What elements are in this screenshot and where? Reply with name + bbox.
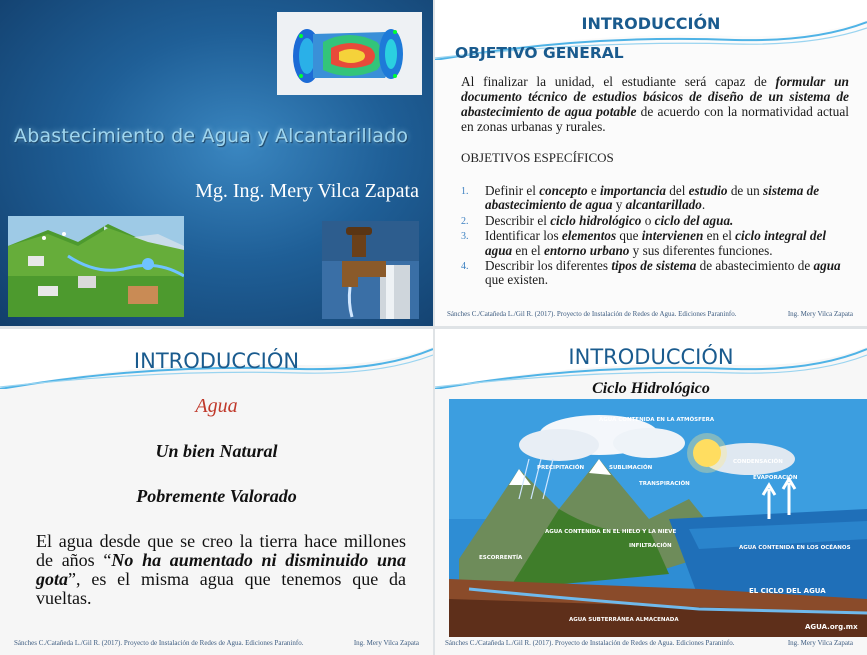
label-atmosphere: AGUA CONTENIDA EN LA ATMÓSFERA [599,417,715,423]
footer-author: Ing. Mery Vilca Zapata [787,310,853,318]
slide-heading: INTRODUCCIÓN [568,345,734,369]
label-runoff: ESCORRENTÍA [479,555,523,561]
slide-heading: INTRODUCCIÓN [581,14,721,33]
cycle-subheading: Ciclo Hidrológico [592,380,710,397]
label-precipitation: PRECIPITACIÓN [537,465,585,471]
list-item: 1. Definir el concepto e importancia del estudio de un sistema de abastecimiento de agua y alcantarillado. [461,183,820,213]
label-condensation: CONDENSACIÓN [733,459,783,465]
list-item: 3. Identificar los elementos que intervienen en el ciclo integral del agua en el entorno urbano y sus diferentes funciones. [461,228,827,258]
water-cycle-diagram [449,399,867,637]
specific-objectives-list [461,184,853,289]
label-water-cycle: EL CICLO DEL AGUA [749,587,826,595]
label-ice-snow: AGUA CONTENIDA EN EL HIELO Y LA NIEVE [545,529,677,535]
objective-general-heading: OBJETIVO GENERAL [455,44,624,62]
agua-title: Agua [195,395,238,417]
pipe-flow-simulation-image [277,12,422,95]
specific-objectives-label: OBJETIVOS ESPECÍFICOS [461,150,614,165]
label-ocean-water: AGUA CONTENIDA EN LOS OCÉANOS [739,545,851,551]
footer-reference: Sánches C./Catañeda L./Gil R. (2017). Proyecto de Instalación de Redes de Agua. Ediciones Paraninfo. [14,639,304,647]
slide-water-value[interactable] [0,329,433,655]
presentation-title: Abastecimiento de Agua y Alcantarillado [14,125,409,147]
label-groundwater: AGUA SUBTERRÁNEA ALMACENADA [569,617,679,623]
footer-author: Ing. Mery Vilca Zapata [787,639,853,647]
list-item: 2. Describir el ciclo hidrológico o ciclo del agua. [461,212,734,228]
list-item: 4. Describir los diferentes tipos de sistema de abastecimiento de agua que existen. [461,258,841,288]
agua-org-logo: AGUA.org.mx [805,623,858,631]
footer-reference: Sánches C./Catañeda L./Gil R. (2017). Proyecto de Instalación de Redes de Agua. Ediciones Paraninfo. [447,310,737,318]
label-transpiration: TRANSPIRACIÓN [639,481,690,487]
slide-title[interactable] [0,0,433,326]
slide-heading: INTRODUCCIÓN [133,349,300,373]
label-sublimation: SUBLIMACIÓN [609,465,653,471]
footer-author: Ing. Mery Vilca Zapata [353,639,419,647]
slide-objectives[interactable] [435,0,867,326]
water-faucet-image [322,221,419,319]
slide-hydrologic-cycle[interactable] [435,329,867,655]
label-infiltration: INFILTRACIÓN [629,543,672,549]
poorly-valued-line: Pobremente Valorado [136,486,297,506]
presentation-author: Mg. Ing. Mery Vilca Zapata [195,180,419,202]
footer-reference: Sánches C./Catañeda L./Gil R. (2017). Proyecto de Instalación de Redes de Agua. Ediciones Paraninfo. [445,639,735,647]
natural-good-line: Un bien Natural [155,441,278,461]
objective-general-text: Al finalizar la unidad, el estudiante será capaz de formular un documento técnico de estudios básicos de diseño de un sistema de abastecimiento de agua potable de acuerdo con la normatividad actual en zonas urbanas y rurales. [461,74,849,134]
water-body-text: El agua desde que se creo la tierra hace millones de años “No ha aumentado ni disminuido una gota”, es el misma agua que tenemos que da vueltas. [36,531,406,608]
label-evaporation: EVAPORACIÓN [753,475,798,481]
water-system-landscape-image [8,216,184,317]
